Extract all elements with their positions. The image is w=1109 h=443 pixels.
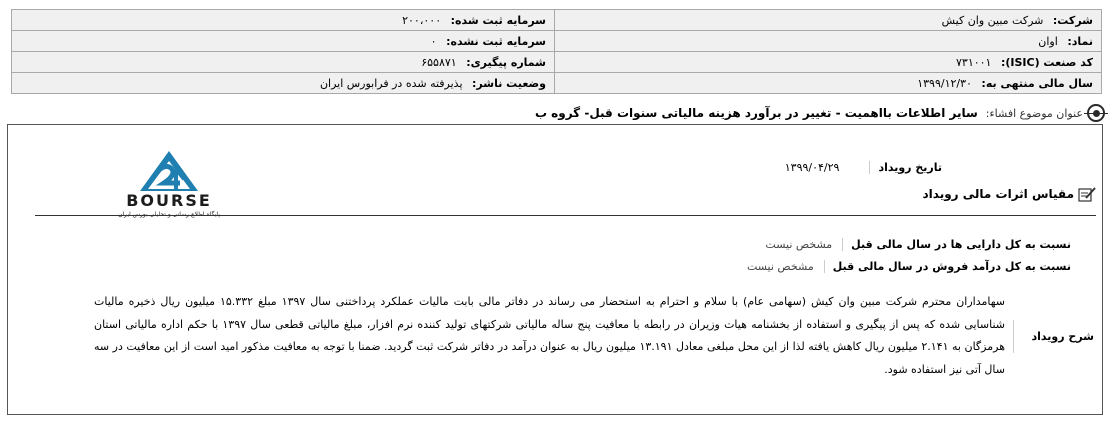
- capital-registered-label: سرمایه ثبت شده:: [450, 13, 546, 27]
- event-description-block: [94, 291, 1094, 381]
- publisher-status-label: وضعیت ناشر:: [472, 76, 546, 90]
- isic-label: کد صنعت (ISIC):: [1000, 55, 1093, 69]
- tracking-label: شماره پیگیری:: [466, 55, 546, 69]
- note-pen-icon: [1078, 186, 1096, 202]
- event-date-label: تاریخ رویداد: [869, 161, 942, 174]
- fiscal-year-cell: [555, 73, 1102, 94]
- info-row-4: [12, 73, 1102, 94]
- isic-value: ۷۳۱۰۰۱: [956, 55, 992, 69]
- event-report-box: [7, 124, 1103, 415]
- tracking-cell: [12, 52, 555, 73]
- company-cell: [555, 10, 1102, 31]
- isic-cell: [555, 52, 1102, 73]
- bourse-logo-icon: [114, 149, 224, 193]
- event-description-label: شرح رویداد: [1013, 320, 1094, 353]
- assets-ratio-label: نسبت به کل دارایی ها در سال مالی قبل: [842, 238, 1071, 251]
- disclosure-subject: [535, 103, 1105, 123]
- fiscal-year-label: سال مالی منتهی به:: [981, 76, 1093, 90]
- info-row-1: [12, 10, 1102, 31]
- fiscal-year-value: ۱۳۹۹/۱۲/۳۰: [917, 76, 972, 90]
- assets-ratio-value: مشخص نیست: [765, 238, 833, 251]
- company-label: شرکت:: [1052, 13, 1093, 27]
- financial-effect-section-title: [923, 186, 1096, 202]
- logo-subtitle: پایگاه اطلاع رسانی و تحلیلی بورس ایران: [118, 211, 220, 218]
- company-info-table: [11, 9, 1102, 94]
- tracking-value: ۶۵۵۸۷۱: [421, 55, 457, 69]
- capital-unregistered-value: ۰: [430, 34, 437, 48]
- publisher-status-value: پذیرفته شده در فرابورس ایران: [319, 76, 463, 90]
- target-circle-icon: [1087, 104, 1105, 122]
- symbol-value: اوان: [1038, 34, 1058, 48]
- subject-prefix: عنوان موضوع افشاء:: [985, 106, 1083, 120]
- assets-ratio-row: [765, 238, 1071, 251]
- symbol-cell: [555, 31, 1102, 52]
- capital-registered-value: ۲۰۰،۰۰۰: [402, 13, 442, 27]
- event-date-value: ۱۳۹۹/۰۴/۲۹: [784, 161, 840, 174]
- capital-registered-cell: [12, 10, 555, 31]
- subject-title: سایر اطلاعات بااهمیت - تغییر در برآورد هزینه مالیاتی سنوات قبل- گروه ب: [534, 106, 978, 120]
- sales-ratio-value: مشخص نیست: [746, 260, 814, 273]
- company-value: شرکت مبین وان کیش: [941, 13, 1044, 27]
- info-row-3: [12, 52, 1102, 73]
- sales-ratio-label: نسبت به کل درآمد فروش در سال مالی قبل: [824, 260, 1071, 273]
- symbol-label: نماد:: [1067, 34, 1093, 48]
- logo-word: BOURSE: [126, 191, 212, 210]
- capital-unregistered-cell: [12, 31, 555, 52]
- event-date-row: [785, 161, 942, 174]
- section-divider: [35, 215, 1096, 216]
- info-row-2: [12, 31, 1102, 52]
- event-description-text: سهامداران محترم شرکت مبین وان کیش (سهامی عام) با سلام و احترام به استحضار می رساند در دفاتر مالی بابت مالیات عملکرد پرداختنی سال ۱۳۹۷ مبلغ ۱۵.۳۳۲ میلیون ریال ذخیره مالیات شناسایی شده که پس از پیگیری و استفاده از بخشنامه هیات وزیران در رابطه با معافیت پنج ساله مالیاتی شرکتهای تولید کننده نرم افزار، مبلغ مالیاتی قطعی سال ۱۳۹۷ با حکم اداره مالیاتی استان هرمزگان به ۲.۱۴۱ میلیون ریال کاهش یافته لذا از این محل مبلغی معادل ۱۳.۱۹۱ میلیون ریال به عنوان درآمد در دفاتر شرکت ثبت گردید. ضمنا با توجه به معافیت مذکور امید است از این معافیت در سه سال آتی نیز استفاده شود.: [94, 295, 1006, 376]
- sales-ratio-row: [747, 260, 1071, 273]
- section-title-text: مقیاس اثرات مالی رویداد: [922, 187, 1074, 201]
- publisher-status-cell: [12, 73, 555, 94]
- capital-unregistered-label: سرمایه ثبت نشده:: [446, 34, 546, 48]
